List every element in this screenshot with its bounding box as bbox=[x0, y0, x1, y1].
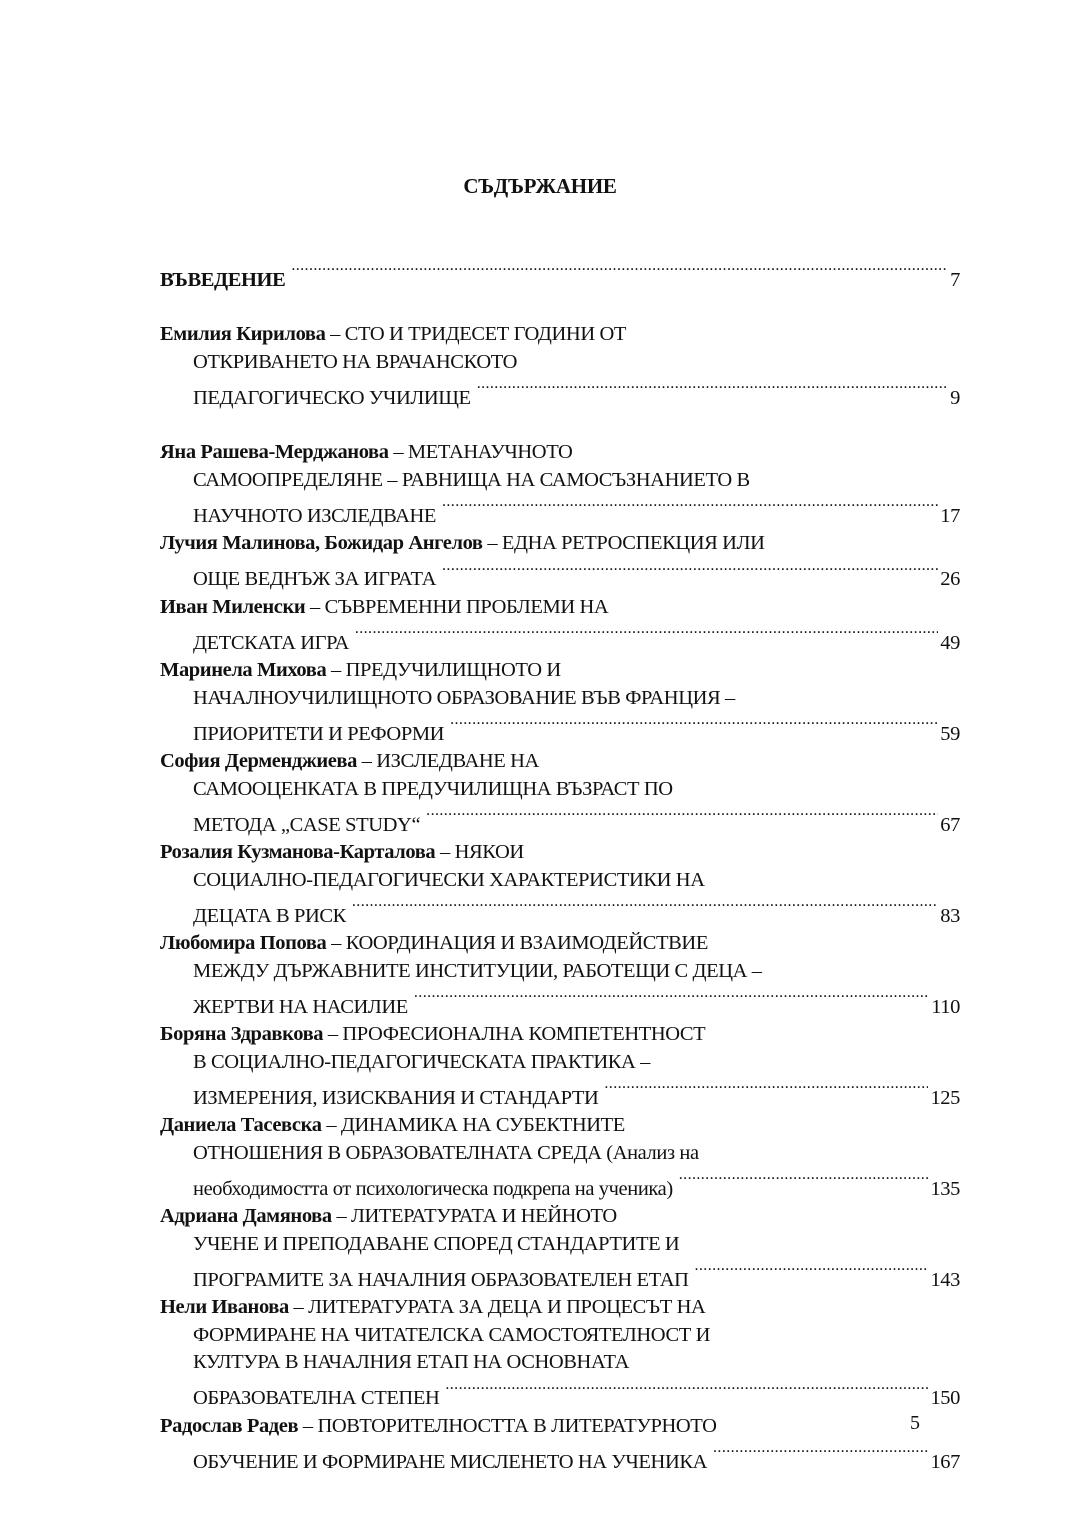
spacer bbox=[160, 412, 960, 439]
toc-entry bbox=[160, 594, 960, 658]
title-text: – ПРЕДУЧИЛИЩНОТО И bbox=[326, 659, 561, 681]
toc-entry-last-line bbox=[160, 258, 960, 294]
toc-entry-last-line bbox=[160, 621, 960, 657]
toc-entry-last-line bbox=[160, 894, 960, 930]
title-text: – НЯКОИ bbox=[435, 841, 524, 863]
title-text: – ПРОФЕСИОНАЛНА КОМПЕТЕНТНОСТ bbox=[323, 1023, 706, 1045]
page-ref: 143 bbox=[930, 1268, 960, 1291]
author-name: Маринела Михова bbox=[160, 659, 327, 681]
title-text: – МЕТАНАУЧНОТО bbox=[388, 441, 573, 463]
toc-entry-first-line bbox=[160, 930, 960, 958]
toc-entry-first-line bbox=[160, 1203, 960, 1231]
page-ref: 26 bbox=[940, 568, 960, 590]
toc-entry-first-line bbox=[160, 1112, 960, 1140]
toc-entry-last-line bbox=[160, 1440, 960, 1476]
author-name: Розалия Кузманова-Карталова bbox=[160, 841, 436, 863]
toc-entry bbox=[160, 530, 960, 594]
spacer bbox=[160, 294, 960, 321]
title-text: ОБРАЗОВАТЕЛНА СТЕПЕН bbox=[193, 1387, 440, 1409]
title-text: – ЛИТЕРАТУРАТА И НЕЙНОТО bbox=[331, 1205, 617, 1227]
dot-leader bbox=[679, 1167, 929, 1195]
dot-leader bbox=[695, 1258, 929, 1286]
dot-leader bbox=[450, 712, 938, 740]
toc-entry-last-line bbox=[160, 1167, 960, 1203]
title-text: – ИЗСЛЕДВАНЕ НА bbox=[356, 750, 539, 772]
title-text: НАУЧНОТО ИЗСЛЕДВАНЕ bbox=[193, 504, 436, 527]
toc-entry-introduction bbox=[160, 258, 960, 294]
toc-entry-last-line bbox=[160, 712, 960, 748]
toc-entry-last-line bbox=[160, 376, 960, 412]
author-name: Боряна Здравкова bbox=[160, 1023, 324, 1045]
title-text: – ДИНАМИКА НА СУБЕКТНИТЕ bbox=[321, 1114, 625, 1136]
toc-entry bbox=[160, 839, 960, 930]
title-text: ДЕТСКАТА ИГРА bbox=[193, 631, 349, 654]
title-text: ДЕЦАТА В РИСК bbox=[193, 904, 346, 927]
author-name: Любомира Попова bbox=[160, 932, 327, 954]
title-text: ИЗМЕРЕНИЯ, ИЗИСКВАНИЯ И СТАНДАРТИ bbox=[193, 1086, 599, 1109]
intro-label: ВЪВЕДЕНИЕ bbox=[160, 268, 286, 291]
dot-leader bbox=[426, 803, 938, 831]
author-name: Радослав Радев bbox=[160, 1414, 299, 1437]
author-name: Емилия Кирилова bbox=[160, 323, 326, 345]
author-name: Иван Миленски bbox=[160, 595, 306, 618]
toc-entry bbox=[160, 321, 960, 412]
author-name: Яна Рашева-Мерджанова bbox=[160, 441, 389, 463]
toc-entry bbox=[160, 1294, 960, 1413]
title-text: – ЕДНА РЕТРОСПЕКЦИЯ ИЛИ bbox=[482, 532, 765, 554]
toc-entry-first-line bbox=[160, 530, 960, 558]
dot-leader bbox=[445, 1377, 928, 1405]
toc-entry-first-line bbox=[160, 1294, 960, 1322]
title-text: ОБУЧЕНИЕ И ФОРМИРАНЕ МИСЛЕНЕТО НА УЧЕНИКА bbox=[193, 1450, 708, 1473]
title-text: ЖЕРТВИ НА НАСИЛИЕ bbox=[193, 995, 408, 1018]
toc-entry-continuation-line: ОТНОШЕНИЯ В ОБРАЗОВАТЕЛНАТА СРЕДА (Анализ на bbox=[193, 1141, 699, 1164]
page-ref: 9 bbox=[950, 386, 960, 409]
page-number: 5 bbox=[910, 1412, 920, 1434]
page-ref: 7 bbox=[950, 268, 960, 291]
title-text: МЕТОДА „CASE STUDY“ bbox=[193, 813, 421, 836]
page-ref: 167 bbox=[930, 1450, 960, 1473]
toc-entry-first-line bbox=[160, 1413, 960, 1441]
toc-entry-last-line bbox=[160, 558, 960, 594]
dot-leader bbox=[352, 894, 938, 922]
title-text: – ПОВТОРИТЕЛНОСТТА В ЛИТЕРАТУРНОТО bbox=[298, 1414, 717, 1437]
toc-entry-first-line bbox=[160, 439, 960, 467]
toc-entry-last-line bbox=[160, 494, 960, 530]
toc-entries bbox=[160, 321, 960, 1476]
dot-leader bbox=[291, 258, 948, 286]
toc-entry-first-line bbox=[160, 594, 960, 622]
table-of-contents bbox=[160, 258, 960, 1476]
page-title: СЪДЪРЖАНИЕ bbox=[463, 174, 617, 198]
title-text: – КООРДИНАЦИЯ И ВЗАИМОДЕЙСТВИЕ bbox=[326, 932, 708, 954]
dot-leader bbox=[713, 1440, 928, 1468]
toc-entry-last-line bbox=[160, 1076, 960, 1112]
page-ref: 135 bbox=[930, 1177, 960, 1200]
toc-entry bbox=[160, 1203, 960, 1294]
toc-entry-continuation-line: МЕЖДУ ДЪРЖАВНИТЕ ИНСТИТУЦИИ, РАБОТЕЩИ С ДЕЦА – bbox=[193, 959, 762, 982]
dot-leader bbox=[414, 985, 929, 1013]
toc-entry-first-line bbox=[160, 321, 960, 349]
dot-leader bbox=[442, 494, 938, 522]
toc-entry bbox=[160, 1021, 960, 1112]
title-text: – ЛИТЕРАТУРАТА ЗА ДЕЦА И ПРОЦЕСЪТ НА bbox=[288, 1296, 706, 1318]
dot-leader bbox=[442, 558, 938, 586]
toc-entry-first-line bbox=[160, 839, 960, 867]
title-text: – СЪВРЕМЕННИ ПРОБЛЕМИ НА bbox=[305, 595, 609, 618]
toc-entry-last-line bbox=[160, 1258, 960, 1294]
page-ref: 67 bbox=[940, 813, 960, 836]
author-name: Адриана Дамянова bbox=[160, 1205, 332, 1227]
page-ref: 83 bbox=[940, 904, 960, 927]
toc-entry-continuation-line: УЧЕНЕ И ПРЕПОДАВАНЕ СПОРЕД СТАНДАРТИТЕ И bbox=[193, 1232, 680, 1255]
toc-entry-first-line bbox=[160, 748, 960, 776]
toc-entry-continuation-line: НАЧАЛНОУЧИЛИЩНОТО ОБРАЗОВАНИЕ ВЪВ ФРАНЦИЯ – bbox=[193, 686, 735, 709]
author-name: Даниела Тасевска bbox=[160, 1114, 322, 1136]
toc-entry bbox=[160, 439, 960, 530]
toc-entry bbox=[160, 1413, 960, 1477]
toc-entry-continuation-line: ОТКРИВАНЕТО НА ВРАЧАНСКОТО bbox=[193, 350, 518, 373]
title-text: необходимостта от психологическа подкрепа на ученика) bbox=[193, 1177, 673, 1200]
toc-entry-continuation-line: СОЦИАЛНО-ПЕДАГОГИЧЕСКИ ХАРАКТЕРИСТИКИ НА bbox=[193, 868, 705, 891]
author-name: Лучия Малинова, Божидар Ангелов bbox=[160, 532, 483, 554]
toc-entry bbox=[160, 657, 960, 748]
toc-entry-continuation-line: КУЛТУРА В НАЧАЛНИЯ ЕТАП НА ОСНОВНАТА bbox=[193, 1351, 630, 1373]
title-text: – СТО И ТРИДЕСЕТ ГОДИНИ ОТ bbox=[325, 323, 626, 345]
toc-entry-last-line bbox=[160, 803, 960, 839]
toc-entry-last-line bbox=[160, 1377, 960, 1413]
toc-entry bbox=[160, 748, 960, 839]
page-ref: 150 bbox=[930, 1387, 960, 1409]
toc-entry-continuation-line: САМООПРЕДЕЛЯНЕ – РАВНИЩА НА САМОСЪЗНАНИЕТО В bbox=[193, 468, 750, 491]
page-ref: 125 bbox=[930, 1086, 960, 1109]
title-text: ОЩЕ ВЕДНЪЖ ЗА ИГРАТА bbox=[193, 568, 437, 590]
toc-entry-first-line bbox=[160, 657, 960, 685]
author-name: София Дерменджиева bbox=[160, 750, 357, 772]
page-ref: 17 bbox=[940, 504, 960, 527]
author-name: Нели Иванова bbox=[160, 1296, 289, 1318]
dot-leader bbox=[355, 621, 938, 649]
toc-entry-continuation-line: В СОЦИАЛНО-ПЕДАГОГИЧЕСКАТА ПРАКТИКА – bbox=[193, 1050, 651, 1073]
toc-entry-continuation-line: ФОРМИРАНЕ НА ЧИТАТЕЛСКА САМОСТОЯТЕЛНОСТ И bbox=[193, 1323, 710, 1346]
toc-entry bbox=[160, 930, 960, 1021]
dot-leader bbox=[477, 376, 948, 404]
title-text: ПРИОРИТЕТИ И РЕФОРМИ bbox=[193, 722, 445, 745]
toc-entry-last-line bbox=[160, 985, 960, 1021]
dot-leader bbox=[604, 1076, 928, 1104]
title-text: ПРОГРАМИТЕ ЗА НАЧАЛНИЯ ОБРАЗОВАТЕЛЕН ЕТАП bbox=[193, 1268, 689, 1291]
toc-entry bbox=[160, 1112, 960, 1203]
page-ref: 59 bbox=[940, 722, 960, 745]
toc-entry-continuation-line: САМООЦЕНКАТА В ПРЕДУЧИЛИЩНА ВЪЗРАСТ ПО bbox=[193, 777, 673, 800]
page-ref: 49 bbox=[940, 631, 960, 654]
title-text: ПЕДАГОГИЧЕСКО УЧИЛИЩЕ bbox=[193, 386, 471, 409]
toc-entry-first-line bbox=[160, 1021, 960, 1049]
page-ref: 110 bbox=[931, 995, 960, 1018]
